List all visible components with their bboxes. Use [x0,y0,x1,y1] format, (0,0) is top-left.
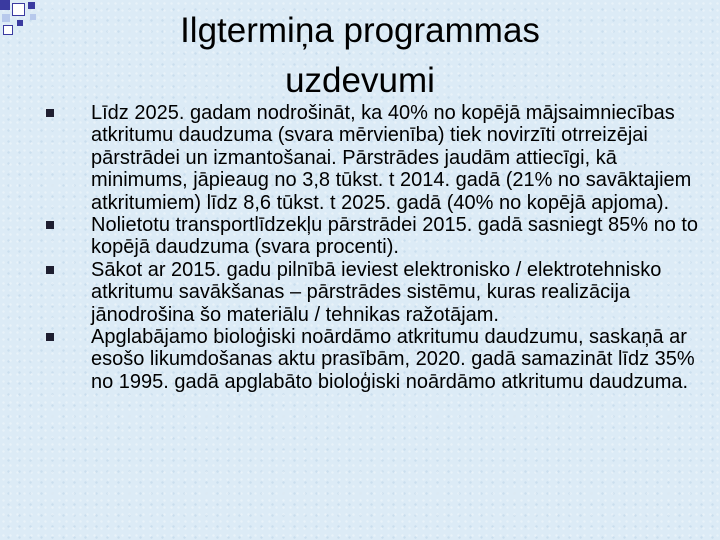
title-line-2: uzdevumi [285,61,435,100]
bullet-text: Līdz 2025. gadam nodrošināt, ka 40% no kopējā mājsaimniecības atkritumu daudzuma (svara mērvienība) tiek novirzīti otrreizējai pārstrādei un izmantošanai. Pārstrādes jaudām attiecīgi, kā minimums, jāpieaug no 3,8 tūkst. t 2014. gadā (21% no savāktajiem atkritumiem) līdz 8,6 tūkst. t 2025. gadā (40% no kopējā apjoma). [91,102,692,214]
corner-square-icon [2,14,10,22]
bullet-square-icon [46,109,54,117]
bullet-text: Apglabājamo bioloģiski noārdāmo atkritumu daudzumu, saskaņā ar esošo likumdošanas aktu prasībām, 2020. gadā samazināt līdz 35% no 1995. gadā apglabāto bioloģiski noārdāmo atkritumu daudzuma. [91,326,695,393]
bullet-item [36,326,706,393]
corner-square-icon [28,2,35,9]
corner-square-icon [3,25,13,35]
bullet-square-icon [46,221,54,229]
title-line-1: Ilgtermiņa programmas [180,11,540,50]
bullet-item [36,102,706,214]
corner-square-icon [12,3,25,16]
corner-square-icon [30,14,36,20]
bullet-square-icon [46,266,54,274]
corner-decoration [0,0,60,60]
bullet-text: Sākot ar 2015. gadu pilnībā ieviest elektronisko / elektrotehnisko atkritumu savākšanas – pārstrādes sistēmu, kuras realizācija jānodrošina šo materiālu / tehnikas ražotājam. [91,258,662,326]
bullet-list [36,102,706,393]
bullet-text: Nolietotu transportlīdzekļu pārstrādei 2015. gadā sasniegt 85% no to kopējā daudzuma (svara procenti). [91,214,699,259]
corner-square-icon [0,0,10,10]
corner-square-icon [17,20,23,26]
bullet-item [36,214,706,259]
bullet-item [36,259,706,326]
bullet-square-icon [46,333,54,341]
slide-title [90,6,630,106]
